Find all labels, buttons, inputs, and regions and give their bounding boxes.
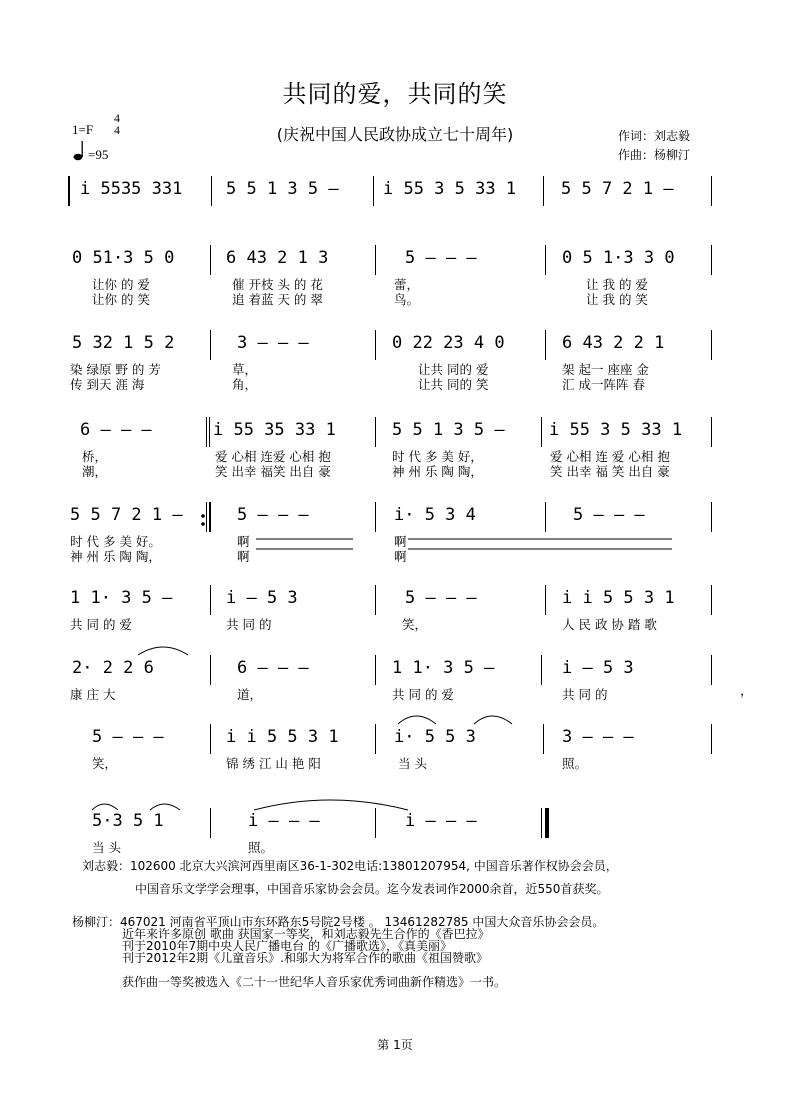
measure: 5 5 7 2 1 –	[561, 179, 674, 199]
lyric-line-1: 照。	[248, 840, 274, 855]
lyric-line-1: 时 代 多 美 好，	[392, 449, 483, 464]
lyric-line-1: 啊	[237, 534, 250, 549]
time-sig-top: 4	[114, 111, 120, 125]
measure: 6 43 2 2 1	[562, 333, 665, 353]
measure: 0 5 1·3 3 0	[562, 248, 675, 268]
measure: 3 – – –	[237, 333, 309, 353]
lyric-line-1: 爱 心相 连 爱 心相 抱	[550, 449, 670, 464]
measure: 5 5 7 2 1 –	[70, 505, 183, 525]
lyric-line-1: 架 起一 座座 金	[562, 362, 649, 377]
lyric-line-1: 让 我 的 爱	[586, 277, 648, 292]
lyric-line-1: 共 同 的	[226, 617, 272, 632]
lyric-line-2: 笑 出幸 福笑 出自 豪	[215, 464, 331, 479]
quarter-note-icon	[73, 140, 87, 162]
measure: i i 5 5 3 1	[562, 588, 675, 608]
page-number: 第 1页	[377, 1038, 413, 1052]
score-row	[0, 417, 790, 477]
lyric-line-1: 让共 同的 爱	[418, 362, 489, 377]
lyric-line-1: 照。	[562, 756, 588, 771]
measure: i· 5 3 4	[394, 505, 476, 525]
slurs	[396, 712, 526, 726]
score-row	[0, 176, 790, 236]
measure: 5 5 1 3 5 –	[226, 179, 339, 199]
lyric-line-2: 汇 成一阵阵 春	[562, 377, 645, 392]
trailing-comma: ，	[740, 683, 753, 698]
lyric-line-1: 蕾，	[394, 277, 420, 292]
measure: 5 – – –	[405, 588, 477, 608]
lyric-line-2: 让你 的 笑	[92, 292, 150, 307]
lyric-line-2: 潮，	[82, 464, 108, 479]
measure: 5 5 1 3 5 –	[392, 420, 505, 440]
lyric-line-1: 锦 绣 江 山 艳 阳	[226, 756, 321, 771]
lyricist-credit: 作词：刘志毅	[618, 129, 691, 143]
measure: 6 – – –	[237, 658, 309, 678]
measure: 5 – – –	[237, 505, 309, 525]
lyric-line-2: 追 着蓝 天 的 翠	[232, 292, 323, 307]
footer-composer-info-3: 刊于2010年7期中央人民广播电台 的《广播歌选》，《真美丽》	[122, 939, 452, 953]
footer-lyricist-info-2: 中国音乐文学学会理事，中国音乐家协会会员。迄今发表词作2000余首，近550首获奖。	[135, 882, 609, 896]
lyric-line-1: 人 民 政 协 踏 歌	[562, 617, 657, 632]
lyric-line-2: 啊	[394, 549, 407, 564]
lyric-line-1: 草，	[232, 362, 258, 377]
time-signature	[112, 112, 122, 136]
score-row	[0, 330, 790, 390]
lyric-line-1: 当 头	[92, 840, 121, 855]
score-row	[0, 502, 790, 562]
lyric-line-1: 啊	[394, 534, 407, 549]
measure: i i 5 5 3 1	[226, 727, 339, 747]
lyric-line-2: 让 我 的 笑	[586, 292, 648, 307]
lyric-line-1: 染 绿原 野 的 芳	[70, 362, 161, 377]
lyric-line-1: 康 庄 大	[70, 687, 116, 702]
measure: i 55 35 33 1	[213, 420, 336, 440]
measure: i· 5 5 3	[394, 727, 476, 747]
lyric-line-2: 神 州 乐 陶 陶，	[70, 549, 161, 564]
lyric-line-1: 桥，	[82, 449, 108, 464]
tempo-marking: =95	[88, 147, 109, 162]
measure: 0 51·3 5 0	[72, 248, 175, 268]
score-row	[0, 724, 790, 784]
lyric-line-2: 传 到天 涯 海	[70, 377, 145, 392]
footer-composer-info-2: 近年来许多原创 歌曲 获国家一等奖，和刘志毅先生合作的《香巴拉》	[122, 927, 490, 941]
measure: 5 – – –	[405, 248, 477, 268]
score-row	[0, 245, 790, 305]
measure: 2· 2 2 6	[72, 658, 154, 678]
lyric-line-2: 让共 同的 笑	[418, 377, 489, 392]
repeat-dots-icon	[200, 512, 210, 528]
slurs	[90, 796, 420, 812]
measure: 1 1· 3 5 –	[392, 658, 495, 678]
lyric-line-2: 神 州 乐 陶 陶，	[392, 464, 483, 479]
footer-composer-info-4: 刊于2012年2期《儿童音乐》.和邬大为将军合作的歌曲《祖国赞歌》	[122, 951, 488, 965]
lyric-line-2: 角，	[232, 377, 258, 392]
lyric-line-1: 爱 心相 连爱 心相 抱	[215, 449, 331, 464]
lyric-line-1: 道，	[237, 687, 263, 702]
lyric-line-1: 笑，	[92, 756, 118, 771]
melisma-lines	[250, 538, 675, 552]
measure: i – – –	[405, 811, 477, 831]
song-subtitle: (庆祝中国人民政协成立七十周年)	[276, 125, 514, 144]
footer-composer-info: 杨柳汀：467021 河南省平顶山市东环路东5号院2号楼 。 13461282785 中国大众音乐协会会员。	[72, 915, 605, 929]
lyric-line-2: 鸟。	[394, 292, 420, 307]
score-row	[0, 655, 790, 715]
key-signature: 1=F	[72, 122, 94, 137]
lyric-line-1: 时 代 多 美 好。	[70, 534, 161, 549]
measure: i 55 3 5 33 1	[383, 179, 517, 199]
lyric-line-1: 催 开枝 头 的 花	[232, 277, 323, 292]
measure: i – 5 3	[226, 588, 298, 608]
measure: 5 32 1 5 2	[72, 333, 175, 353]
measure: 5·3 5 1	[92, 811, 164, 831]
measure: 5 – – –	[573, 505, 645, 525]
measure: 0 22 23 4 0	[392, 333, 505, 353]
slur	[136, 643, 190, 657]
footer-lyricist-info: 刘志毅：102600 北京大兴滨河西里南区36-1-302电话:13801207954, 中国音乐著作权协会会员，	[82, 859, 618, 873]
time-sig-bottom: 4	[114, 123, 120, 137]
lyric-line-1: 共 同 的 爱	[392, 687, 454, 702]
measure: 6 – – –	[80, 420, 152, 440]
lyric-line-2: 笑 出幸 福 笑 出自 豪	[550, 464, 670, 479]
lyric-line-2: 啊	[237, 549, 250, 564]
lyric-line-1: 共 同 的 爱	[70, 617, 132, 632]
song-title: 共同的爱，共同的笑	[282, 80, 508, 108]
measure: i 55 3 5 33 1	[549, 420, 683, 440]
measure: 1 1· 3 5 –	[70, 588, 173, 608]
footer-composer-info-5: 获作曲一等奖被选入《二十一世纪华人音乐家优秀词曲新作精选》一书。	[122, 975, 507, 989]
lyric-line-1: 当 头	[398, 756, 427, 771]
measure: 3 – – –	[562, 727, 634, 747]
composer-credit: 作曲：杨柳汀	[618, 148, 691, 162]
lyric-line-1: 笑，	[402, 617, 428, 632]
score-row	[0, 585, 790, 645]
measure: i – 5 3	[562, 658, 634, 678]
lyric-line-1: 共 同 的	[562, 687, 608, 702]
measure: i 5535 331	[80, 179, 183, 199]
measure: 5 – – –	[92, 727, 164, 747]
lyric-line-1: 让你 的 爱	[92, 277, 150, 292]
measure: 6 43 2 1 3	[226, 248, 329, 268]
measure: i – – –	[248, 811, 320, 831]
